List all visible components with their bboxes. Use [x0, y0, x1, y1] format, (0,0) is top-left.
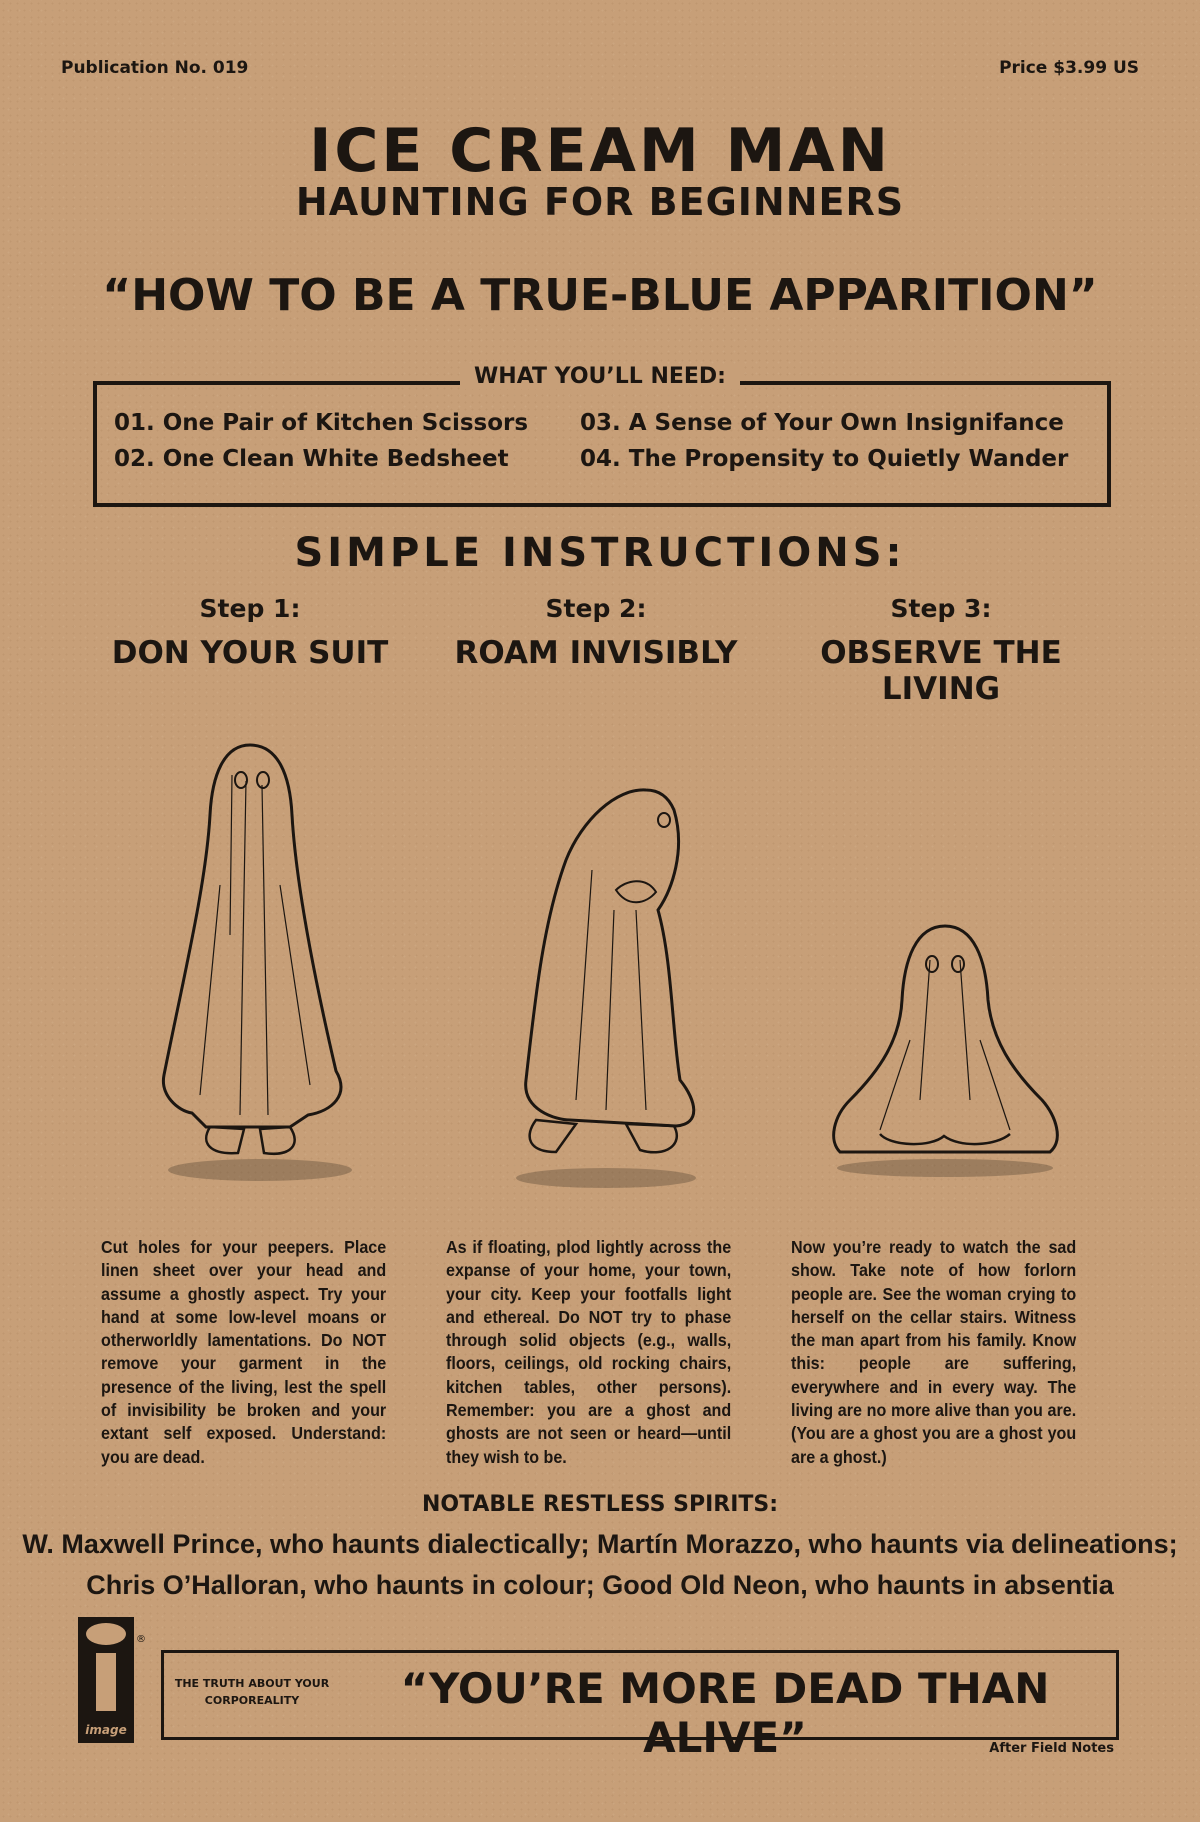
- step-3-name: OBSERVE THE LIVING: [820, 635, 1062, 707]
- page-subtitle: HAUNTING FOR BEGINNERS: [295, 180, 905, 224]
- spirits-heading: NOTABLE RESTLESS SPIRITS:: [421, 1492, 779, 1517]
- truth-line-2: CORPOREALITY: [204, 1694, 300, 1707]
- step-3-label: Step 3:: [890, 594, 992, 623]
- after-field-notes: After Field Notes: [989, 1741, 1114, 1756]
- need-item-4: 04. The Propensity to Quietly Wander: [580, 446, 1069, 472]
- walking-ghost-illustration: [496, 780, 716, 1200]
- standing-ghost-illustration: [140, 735, 360, 1195]
- logo-text: image: [85, 1723, 127, 1737]
- spirits-credits: [0, 1524, 1200, 1606]
- step-3-header: [771, 594, 1111, 707]
- needs-heading: [0, 364, 1200, 389]
- need-item-3: 03. A Sense of Your Own Insignifance: [580, 410, 1064, 436]
- tagline-quote: “YOU’RE MORE DEAD THAN ALIVE”: [400, 1664, 1050, 1762]
- step-1-description: Cut holes for your peepers. Place linen sheet over your head and assume a ghostly aspect. Try your hand at some low-level moans or otherworldly lamentations. Do NOT remove your garment in the presence of the living, lest the spell of invisibility be broken and your extant self exposed. Understand: you are dead.: [101, 1237, 387, 1467]
- step-1-header: [80, 594, 420, 671]
- step-2-header: [426, 594, 766, 671]
- registered-mark: ®: [136, 1634, 146, 1645]
- step-2-label: Step 2:: [545, 594, 647, 623]
- spirits-line-2: Chris O’Halloran, who haunts in colour; Good Old Neon, who haunts in absentia: [86, 1570, 1114, 1600]
- sitting-ghost-illustration: [820, 920, 1070, 1180]
- price-label: Price $3.99 US: [999, 58, 1139, 78]
- logo-dot: [86, 1623, 126, 1645]
- publisher-logo: [78, 1617, 134, 1743]
- instructions-heading: SIMPLE INSTRUCTIONS:: [294, 530, 906, 576]
- spirits-line-1: W. Maxwell Prince, who haunts dialectically; Martín Morazzo, who haunts via delineations;: [22, 1529, 1178, 1559]
- logo-bar: [96, 1653, 116, 1711]
- need-item-2: 02. One Clean White Bedsheet: [114, 446, 509, 472]
- truth-caption: [172, 1675, 332, 1709]
- need-item-1: 01. One Pair of Kitchen Scissors: [114, 410, 529, 436]
- publication-number: Publication No. 019: [61, 58, 249, 78]
- truth-line-1: THE TRUTH ABOUT YOUR: [174, 1677, 330, 1690]
- step-2-description: As if floating, plod lightly across the expanse of your home, your town, your city. Keep your footfalls light and ethereal. Do NOT try to phase through solid objects (e.g., walls, floors, ceilings, old rocking chairs, kitchen tables, other persons). Remember: you are a ghost and ghosts are not seen or heard—until they wish to be.: [446, 1237, 732, 1467]
- headline: “HOW TO BE A TRUE-BLUE APPARITION”: [102, 270, 1098, 321]
- page-title: ICE CREAM MAN: [309, 116, 891, 186]
- step-1-name: DON YOUR SUIT: [111, 635, 389, 671]
- step-2-name: ROAM INVISIBLY: [454, 635, 738, 671]
- needs-box: [93, 381, 1111, 507]
- step-1-label: Step 1:: [199, 594, 301, 623]
- needs-heading-text: WHAT YOU’LL NEED:: [460, 364, 740, 389]
- step-3-description: Now you’re ready to watch the sad show. Take note of how forlorn people are. See the woman crying to herself on the cellar stairs. Witness the man apart from his family. Know this: people are suffering, everywhere and in every way. The living are no more alive than you are. (You are a ghost you are a ghost you are a ghost.): [791, 1237, 1077, 1467]
